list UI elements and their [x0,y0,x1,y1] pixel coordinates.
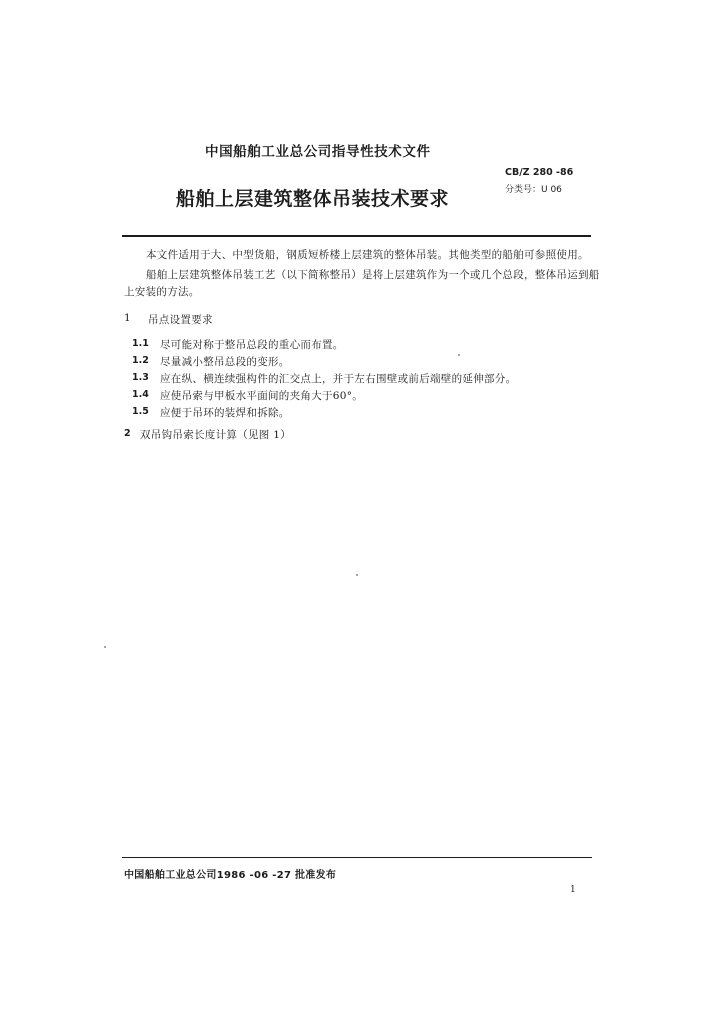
scan-speck [356,574,358,576]
standard-number: CB/Z 280 -86 [505,167,574,178]
section-1-title: 吊点设置要求 [148,314,213,326]
section-2-number: 2 [124,428,131,439]
organization-doc-header: 中国船舶工业总公司指导性技术文件 [205,144,431,160]
item-1-2-text: 尽量减小整吊总段的变形。 [160,356,290,368]
document-title: 船舶上层建筑整体吊装技术要求 [176,188,450,210]
item-1-1-text: 尽可能对称于整吊总段的重心而布置。 [160,339,344,351]
item-1-3-text: 应在纵、横连续强构件的汇交点上，并于左右围壁或前后端壁的延伸部分。 [160,373,517,385]
item-1-3-number: 1.3 [132,372,149,383]
item-1-2-number: 1.2 [132,355,149,366]
page-number: 1 [570,885,576,895]
footer-issue-line: 中国船舶工业总公司1986 -06 -27 批准发布 [124,870,337,881]
section-1-number: 1 [124,312,131,324]
item-1-4-text: 应使吊索与甲板水平面间的夹角大于60°。 [160,390,364,402]
item-1-5-text: 应便于吊环的装焊和拆除。 [160,407,290,419]
intro-paragraph-2-line-1: 船舶上层建筑整体吊装工艺（以下简称整吊）是将上层建筑作为一个或几个总段，整体吊运到船 [146,269,600,281]
item-1-5-number: 1.5 [132,406,149,417]
class-number: 分类号：U 06 [505,185,562,195]
intro-paragraph-2-line-2: 上安装的方法。 [124,286,200,298]
item-1-1-number: 1.1 [132,338,149,349]
top-divider [122,235,591,237]
bottom-divider [122,857,592,858]
section-2-title: 双吊钩吊索长度计算（见图 1） [140,429,292,441]
item-1-4-number: 1.4 [132,389,149,400]
scan-speck [104,646,106,648]
intro-paragraph-1: 本文件适用于大、中型货船，钢质短桥楼上层建筑的整体吊装。其他类型的船舶可参照使用。 [146,249,589,261]
scan-speck [458,354,460,356]
